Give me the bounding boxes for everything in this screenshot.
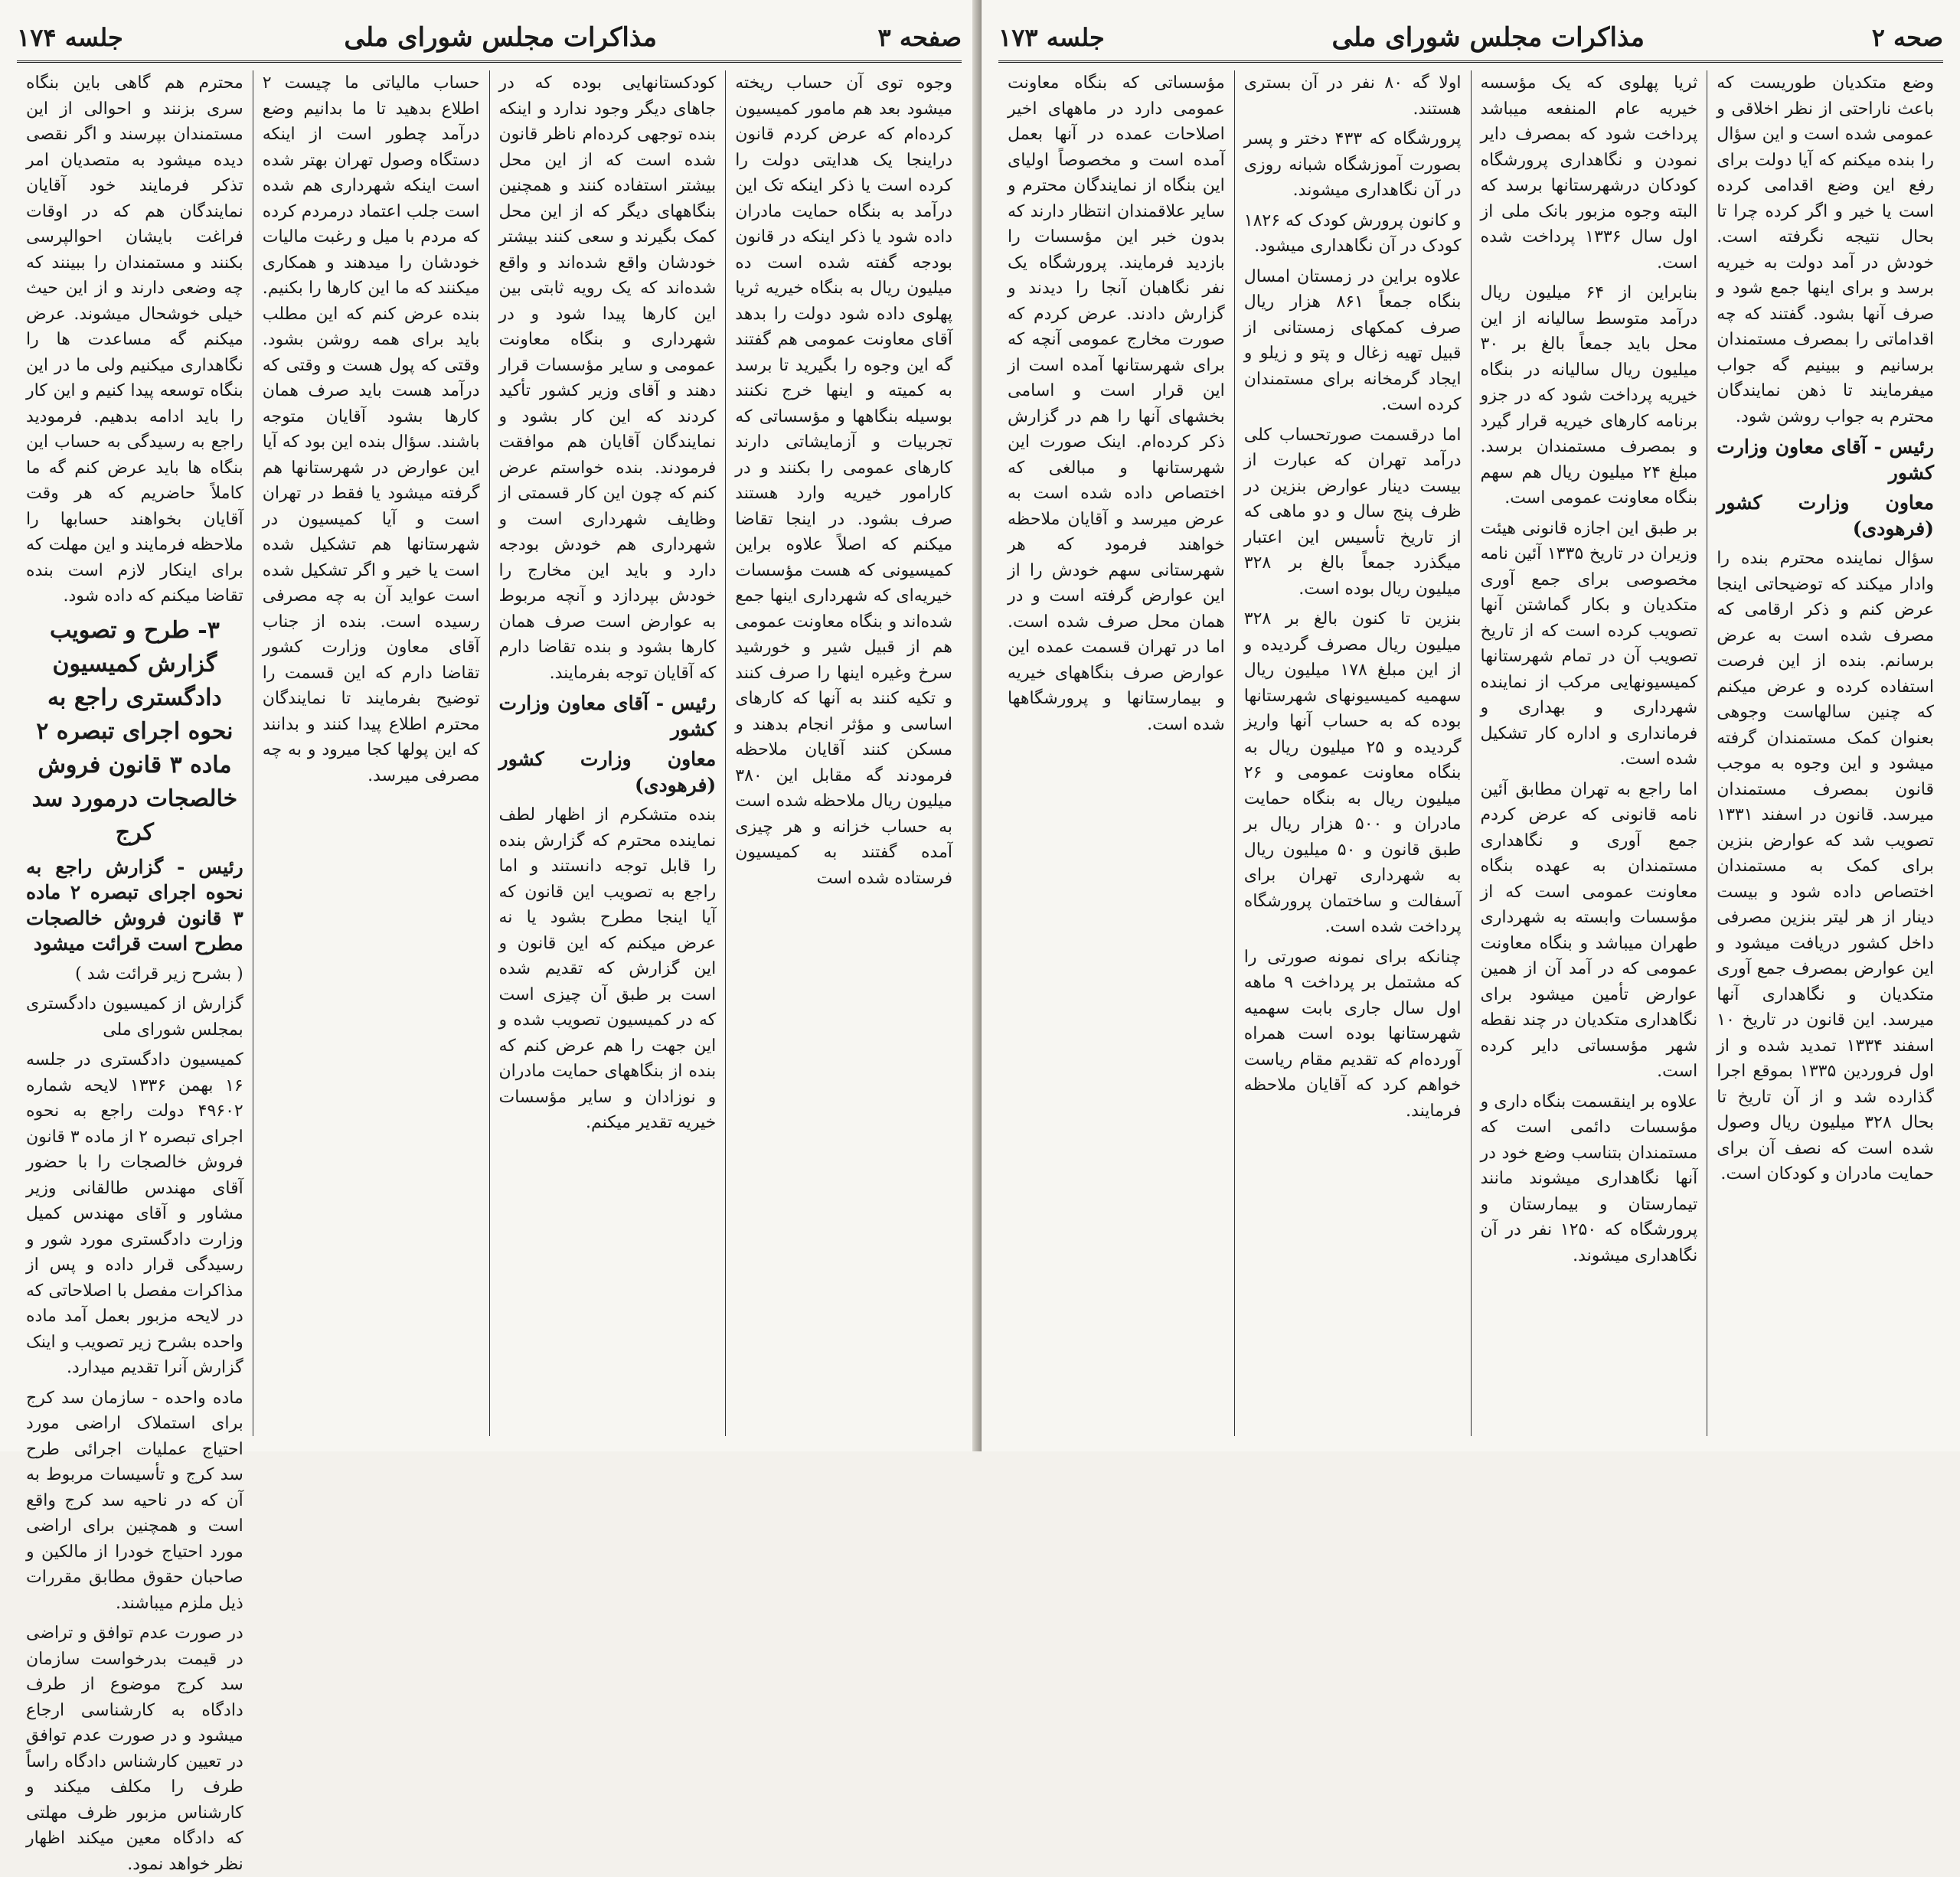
article-paragraph: وضع متکدیان طوریست که باعث ناراحتی از نظر اخلاقی و عمومی شده است و این سؤال را بنده میکنم که آیا دولت برای رفع این وضع اقدامی کرده است یا خیر و اگر کرده چرا تا بحال نتیجه نگرفته است. خودش در آمد دولت به خیریه برسد و برای اینها جمع شود و صرف آنها بشود. گفتند که چه اقداماتی را بمصرف مستمندان برسانیم و ببینیم گه جواب میفرمایند تا ذهن نمایندگان محترم به جواب روشن شود.	[1717, 73, 1934, 426]
speaker-heading: معاون وزارت کشور (فرهودی)	[1717, 491, 1934, 540]
article-paragraph: پرورشگاه که ۴۳۳ دختر و پسر بصورت آموزشگاه شبانه روزی در آن نگاهداری میشوند.	[1243, 129, 1462, 200]
left-page-number: صفحه ۳	[877, 22, 962, 52]
article-paragraph: اما راجع به تهران مطابق آئین نامه قانونی که عرض کردم جمع آوری و نگاهداری مستمندان به عهده بنگاه معاونت عمومی است که از مؤسسات وابسته به شهرداری طهران میباشد و بنگاه معاونت عمومی که در آمد آن از همین عوارض تأمین میشود برای نگاهداری متکدیان در چند نقطه شهر مؤسساتی دایر کرده است.	[1480, 779, 1698, 1081]
right-column-4	[998, 70, 1234, 1436]
right-session-label: جلسه ۱۷۳	[998, 22, 1105, 52]
article-paragraph: در صورت عدم توافق و تراضی در قیمت بدرخواست سازمان سد کرج موضوع از طرف دادگاه به کارشناسی ارجاع میشود و در صورت عدم توافق در تعیین کارشناس دادگاه راساً طرف را مکلف میکند و کارشناس مزبور ظرف مهلتی که دادگاه معین میکند اظهار نظر خواهد نمود.	[26, 1624, 243, 1874]
left-column-4	[17, 70, 253, 1874]
speaker-heading: رئیس - آقای معاون وزارت کشور	[498, 692, 717, 740]
right-column-3	[1234, 70, 1471, 1436]
article-paragraph: وجوه توی آن حساب ریخته میشود بعد هم مامور کمیسیون کرده‌ام که عرض کردم قانون دراینجا یک هدایتی دولت را کرده است یا ذکر اینکه تک این درآمد به بنگاه حمایت مادران داده شود یا ذکر اینکه در قانون بودجه گفته شده است ده میلیون ریال به بنگاه خیریه ثریا پهلوی داده شود دولت را بدهد آقای معاونت عمومی هم گفتند گه این وجوه را بگیرید تا برسد به کمیته و اینها خرج نکنند بوسیله بنگاهها و مؤسساتی که تجربیات و آزمایشاتی دارند کارهای عمومی را بکنند و در کارامور خیریه وارد هستند صرف بشود. در اینجا تقاضا میکنم که اصلاً علاوه براین کمیسیونی که هست مؤسسات خیریه‌ای که شهرداری اینها جمع شده‌اند و بنگاه معاونت عمومی هم از قبیل شیر و خورشید سرخ وغیره اینها را صرف کنند و تکیه کنند به آنها که کارهای اساسی و مؤثر انجام بدهند و مسکن کنند آقایان ملاحظه فرمودند گه مقابل این ۳۸۰ میلیون ریال ملاحظه شده است به حساب خزانه و هر چیزی آمده گفتند به کمیسیون فرستاده شده است	[735, 73, 952, 888]
article-paragraph: کودکستانهایی بوده که در جاهای دیگر وجود ندارد و اینکه بنده توجهی کرده‌ام ناظر قانون شده است که از این محل بیشتر استفاده کنند و همچنین بنگاههای دیگر که از این محل کمک بگیرند و سعی کنند بیشتر خودشان واقع شده‌اند و واقع شده‌اند که یک رویه ثابتی بین این کارها پیدا شود و در شهرداری و بنگاه معاونت عمومی و سایر مؤسسات قرار دهند و آقای وزیر کشور تأکید کردند که این کار بشود و نمایندگان آقایان هم موافقت فرمودند. بنده خواستم عرض کنم که چون این کار قسمتی از وظایف شهرداری است و شهرداری هم خودش بودجه دارد و باید این مخارج را خودش بپردازد و آنچه مربوط به عوارض است صرف همان کارها بشود و بنده تقاضا دارم که آقایان توجه بفرمایند.	[498, 73, 717, 683]
article-paragraph: ( بشرح زیر قرائت شد )	[75, 964, 243, 984]
right-page-number: صحه ۲	[1871, 22, 1943, 52]
left-page	[0, 0, 978, 1874]
right-page	[982, 0, 1960, 1451]
right-columns	[998, 70, 1943, 1436]
article-paragraph: بر طبق این اجازه قانونی هیئت وزیران در تاریخ ۱۳۳۵ آئین نامه مخصوصی برای جمع آوری متکدیان و بکار گماشتن آنها تصویب کرده است که از تاریخ تصویب آن در تمام شهرستانها کمیسیونهایی مرکب از نماینده شهرداری و بهداری و فرمانداری و اداره کار تشکیل شده است.	[1480, 518, 1698, 769]
article-paragraph: حساب مالیاتی ما چیست ۲ اطلاع بدهید تا ما بدانیم وضع درآمد چطور است از اینکه دستگاه وصول تهران بهتر شده است اینکه شهرداری هم شده است جلب اعتماد درمردم کرده که مردم با میل و رغبت مالیات خودشان را میدهند و همکاری میکنند که ما این کارها را بکنیم. بنده عرض کنم که این مطلب باید برای همه روشن بشود. وقتی که پول هست و وقتی که درآمد هست باید صرف همان کارها بشود آقایان متوجه باشند. سؤال بنده این بود که آیا این عوارض در شهرستانها هم گرفته میشود یا فقط در تهران است و آیا کمیسیون در شهرستانها هم تشکیل شده است یا خیر و اگر تشکیل شده است عواید آن به چه مصرفی رسیده است. بنده از جناب آقای معاون وزارت کشور تقاضا دارم که این قسمت را توضیح بفرمایند تا نمایندگان محترم اطلاع پیدا کنند و بدانند که این پولها کجا میرود و به چه مصرفی میرسد.	[262, 73, 480, 785]
left-column-2	[489, 70, 726, 1436]
article-paragraph: کمیسیون دادگستری در جلسه ۱۶ بهمن ۱۳۳۶ لایحه شماره ۴۹۶۰۲ دولت راجع به نحوه اجرای تبصره ۲ از ماده ۳ قانون فروش خالصجات را با حضور آقای مهندس طالقانی وزیر مشاور و آقای مهندس کمیل وزارت دادگستری مورد شور و رسیدگی قرار داده و پس از مذاکرات مفصل با اصلاحاتی که در لایحه مزبور بعمل آمد ماده واحده بشرح زیر تصویب و اینک گزارش آنرا تقدیم میدارد.	[26, 1050, 243, 1377]
speaker-heading: معاون وزارت کشور (فرهودی)	[498, 748, 717, 796]
left-session-label: جلسه ۱۷۴	[17, 22, 123, 52]
article-paragraph: علاوه بر اینقسمت بنگاه داری و مؤسسات دائمی است که مستمندان بتناسب وضع خود در آنها نگاهداری میشوند مانند تیمارستان و بیمارستان و پرورشگاه که ۱۲۵۰ نفر در آن نگاهداری میشوند.	[1480, 1092, 1698, 1265]
section-heading: ۳- طرح و تصویب گزارش کمیسیون دادگستری راجع به نحوه اجرای تبصره ۲ ماده ۳ قانون فروش خالصجات درمورد سد کرج	[31, 616, 238, 846]
left-masthead	[17, 14, 962, 63]
article-paragraph: چنانکه برای نمونه صورتی را که مشتمل بر پرداخت ۹ ماهه اول سال جاری بابت سهمیه شهرستانها بوده است همراه آورده‌ام که تقدیم مقام ریاست خواهم کرد که آقایان ملاحظه فرمایند.	[1243, 947, 1462, 1121]
article-paragraph: اولا گه ۸۰ نفر در آن بستری هستند.	[1243, 73, 1462, 119]
article-paragraph: گزارش از کمیسیون دادگستری بمجلس شورای ملی	[26, 994, 243, 1040]
article-paragraph: و کانون پرورش کودک که ۱۸۲۶ کودک در آن نگاهداری میشود.	[1243, 211, 1462, 256]
article-paragraph: بنزین تا کنون بالغ بر ۳۲۸ میلیون ریال مصرف گردیده و از این مبلغ ۱۷۸ میلیون ریال سهمیه کمیسیونهای شهرستانها بوده که به حساب آنها واریز گردیده و ۲۵ میلیون ریال به بنگاه معاونت عمومی و ۲۶ میلیون ریال به بنگاه حمایت مادران و ۵۰۰ هزار ریال بر طبق قانون و ۵۰ میلیون ریال به شهرداری تهران برای آسفالت و ساختمان پرورشگاه پرداخت شده است.	[1243, 609, 1462, 936]
speaker-heading: رئیس - گزارش راجع به نحوه اجرای تبصره ۲ ماده ۳ قانون فروش خالصجات مطرح است قرائت میشود	[26, 855, 243, 955]
speaker-heading: رئیس - آقای معاون وزارت کشور	[1717, 436, 1934, 484]
article-paragraph: محترم هم گاهی باین بنگاه سری بزنند و احوالی از این مستمندان بپرسند و اگر نقصی دیده میشود به متصدیان امر تذکر فرمایند خود آقایان نمایندگان هم که در اوقات فراغت بایشان احوالپرسی بکنند و مستمندان را ببینند که چه وضعی دارند و از این حیث خیلی خوشحال میشوند. عرض میکنم گه مساعدت ها را نگاهداری میکنیم ولی ما در این بنگاه توسعه پیدا کنیم و این کار را باید ادامه بدهیم. فرمودید راجع به رسیدگی به حساب این بنگاه ها باید عرض کنم گه ما کاملاً حاضریم که هر وقت آقایان بخواهند حسابها را ملاحظه فرمایند و این مهلت که برای اینکار لازم است بنده تقاضا میکنم که داده شود.	[26, 73, 243, 606]
right-masthead	[998, 14, 1943, 63]
article-paragraph: مؤسساتی که بنگاه معاونت عمومی دارد در ماههای اخیر اصلاحات عمده در آنها بعمل آمده است و مخصوصاً اولیای این بنگاه از نمایندگان محترم و سایر علاقمندان انتظار دارند که بدون خبر این مؤسسات را بازدید فرمایند. پرورشگاه یک نفر نگاهبان آنجا را دیدند و گزارش دادند. عرض کردم که صورت مخارج عمومی آنچه که برای شهرستانها آمده است از این قرار است و اسامی بخشهای آنها را هم در گزارش ذکر کرده‌ام. اینک صورت این شهرستانها و مبالغی که اختصاص داده شده است به عرض میرسد و آقایان ملاحظه خواهند فرمود که هر شهرستانی سهم خودش را از این عوارض گرفته است و در همان محل صرف شده است. اما در تهران قسمت عمده این عوارض صرف بنگاههای خیریه و بیمارستانها و پرورشگاهها شده است.	[1008, 73, 1225, 734]
article-paragraph: ماده واحده - سازمان سد کرج برای استملاک اراضی مورد احتیاج عملیات اجرائی طرح سد کرج و تأسیسات مربوط به آن که در ناحیه سد کرج واقع است و همچنین برای اراضی مورد احتیاج خودرا از مالکین و صاحبان حقوق مطابق مقررات ذیل ملزم میباشند.	[26, 1388, 243, 1613]
article-paragraph: اما درقسمت صورتحساب کلی درآمد تهران که عبارت از بیست دینار عوارض بنزین در ظرف پنج سال و دو ماهی که از تاریخ تأسیس این اعتبار میگذرد جمعاً بالغ بر ۳۲۸ میلیون ریال بوده است.	[1243, 425, 1462, 599]
right-masthead-title: مذاکرات مجلس شورای ملی	[1331, 21, 1645, 53]
left-columns	[17, 70, 962, 1874]
article-paragraph: ثریا پهلوی که یک مؤسسه خیریه عام المنفعه میباشد پرداخت شود که بمصرف دایر نمودن و نگاهداری پرورشگاه کودکان درشهرستانها برسد که البته وجوه مزبور بانک ملی از اول سال ۱۳۳۶ پرداخت شده است.	[1480, 73, 1698, 273]
left-column-1	[725, 70, 962, 1436]
article-paragraph: بنده متشکرم از اظهار لطف نماینده محترم که گزارش بنده را قابل توجه دانستند و اما راجع به تصویب این قانون که آیا اینجا مطرح بشود یا نه عرض میکنم که این قانون و این گزارش که تقدیم شده است بر طبق آن چیزی است که در کمیسیون تصویب شده و این جهت را هم عرض کنم که بنده از بنگاههای حمایت مادران و نوزادان و سایر مؤسسات خیریه تقدیر میکنم.	[498, 805, 717, 1132]
left-column-3	[253, 70, 489, 1436]
left-masthead-title: مذاکرات مجلس شورای ملی	[344, 21, 657, 53]
right-column-1	[1707, 70, 1943, 1436]
article-paragraph: علاوه براین در زمستان امسال بنگاه جمعاً ۸۶۱ هزار ریال صرف کمکهای زمستانی از قبیل تهیه زغال و پتو و زیلو و ایجاد گرمخانه برای مستمندان کرده است.	[1243, 266, 1462, 414]
right-column-2	[1471, 70, 1707, 1436]
article-paragraph: سؤال نماینده محترم بنده را وادار میکند که توضیحاتی اینجا عرض کنم و ذکر ارقامی که مصرف شده است به عرض برسانم. بنده از این فرصت استفاده کرده و عرض میکنم که چنین سالهاست وجوهی بعنوان کمک مستمندان گرفته میشود و این وجوه به موجب قانون بمصرف مستمندان میرسد. قانون در اسفند ۱۳۳۱ تصویب شد که عوارض بنزین برای کمک به مستمندان اختصاص داده شود و بیست دینار از هر لیتر بنزین مصرفی داخل کشور دریافت میشود و این عوارض بمصرف جمع آوری متکدیان و نگاهداری آنها میرسد. این قانون در تاریخ ۱۰ اسفند ۱۳۳۴ تمدید شده و از اول فروردین ۱۳۳۵ بموقع اجرا گذارده شد و از آن تاریخ تا بحال ۳۲۸ میلیون ریال وصول شده است که نصف آن برای حمایت مادران و کودکان است.	[1717, 549, 1934, 1183]
article-paragraph: بنابراین از ۶۴ میلیون ریال درآمد متوسط سالیانه از این محل باید جمعاً بالغ بر ۳۰ میلیون ریال سالیانه در بنگاه خیریه پرداخت شود که در جزو برنامه کارهای خیریه قرار گیرد و بمصرف مستمندان برسد. مبلغ ۲۴ میلیون ریال هم سهم بنگاه معاونت عمومی است.	[1480, 283, 1698, 508]
